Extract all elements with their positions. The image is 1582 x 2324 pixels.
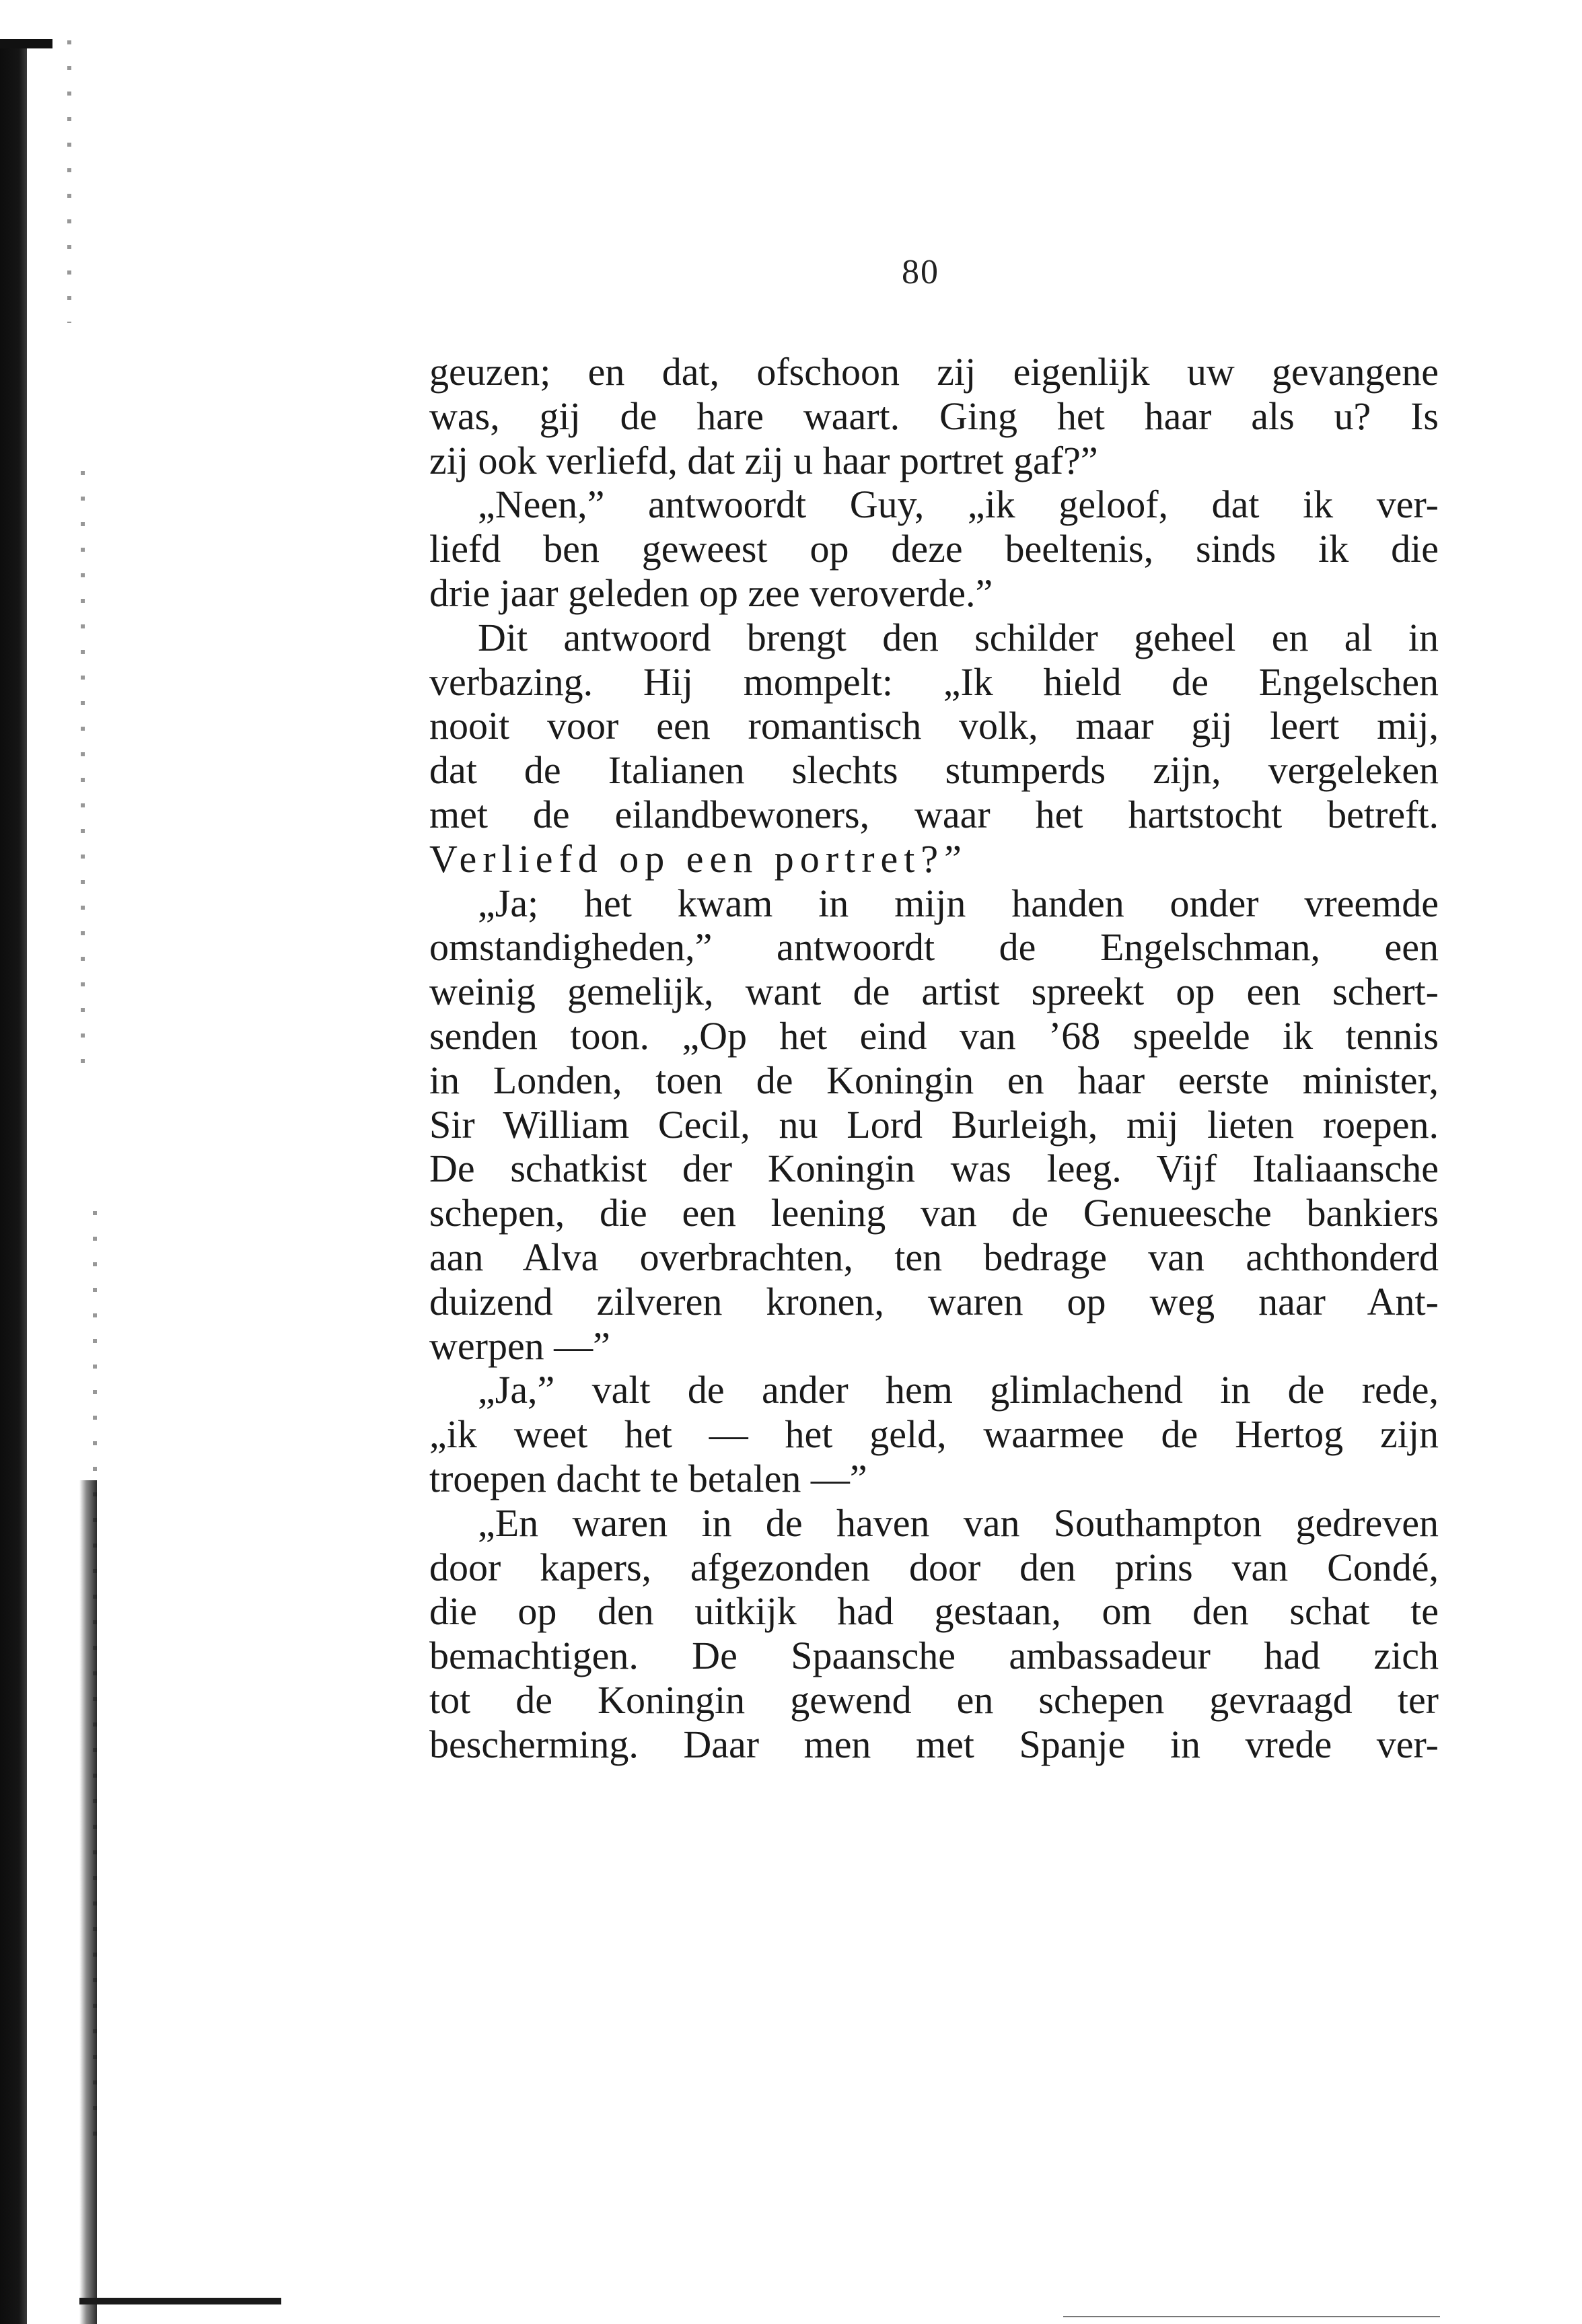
text-line: dat de Italianen slechts stumperds zijn, vergeleken bbox=[429, 748, 1439, 793]
page-number: 80 bbox=[902, 253, 939, 291]
scan-speckle bbox=[67, 40, 71, 323]
text-line: nooit voor een romantisch volk, maar gij leert mij, bbox=[429, 704, 1439, 748]
text-line: Verliefd op een portret?” bbox=[429, 836, 968, 881]
text-line: „Neen,” antwoordt Guy, „ik geloof, dat ik ver- bbox=[478, 482, 1439, 527]
scan-edge-bottom bbox=[79, 2298, 281, 2304]
text-line: „Ja; het kwam in mijn handen onder vreemde bbox=[478, 881, 1439, 925]
text-line: tot de Koningin gewend en schepen gevraagd ter bbox=[429, 1677, 1439, 1722]
text-line: „En waren in de haven van Southampton gedreven bbox=[478, 1500, 1439, 1545]
text-line: omstandigheden,” antwoordt de Engelschman, een bbox=[429, 925, 1439, 970]
text-line: duizend zilveren kronen, waren op weg naar Ant- bbox=[429, 1279, 1439, 1323]
text-line: schepen, die een leening van de Genueesche bankiers bbox=[429, 1191, 1439, 1235]
scan-speckle bbox=[81, 471, 85, 1077]
scan-edge-left bbox=[0, 40, 27, 2324]
text-line: geuzen; en dat, ofschoon zij eigenlijk uw gevangene bbox=[429, 350, 1439, 394]
text-line: bescherming. Daar men met Spanje in vrede ver- bbox=[429, 1722, 1439, 1766]
text-line: troepen dacht te betalen —” bbox=[429, 1456, 867, 1500]
text-line: liefd ben geweest op deze beeltenis, sinds ik die bbox=[429, 527, 1439, 571]
text-line: door kapers, afgezonden door den prins van Condé, bbox=[429, 1545, 1439, 1589]
body-text bbox=[429, 350, 1439, 1767]
text-line: Sir William Cecil, nu Lord Burleigh, mij lieten roepen. bbox=[429, 1102, 1439, 1147]
text-line: „Ja,” valt de ander hem glimlachend in de rede, bbox=[478, 1368, 1439, 1412]
text-line: „ik weet het — het geld, waarmee de Hertog zijn bbox=[429, 1412, 1439, 1457]
text-line: met de eilandbewoners, waar het hartstocht betreft. bbox=[429, 792, 1439, 836]
text-line: verbazing. Hij mompelt: „Ik hield de Engelschen bbox=[429, 659, 1439, 704]
text-line: bemachtigen. De Spaansche ambassadeur had zich bbox=[429, 1634, 1439, 1678]
text-line: senden toon. „Op het eind van ’68 speelde ik tennis bbox=[429, 1013, 1439, 1058]
text-line: weinig gemelijk, want de artist spreekt op een schert- bbox=[429, 970, 1439, 1014]
text-line: aan Alva overbrachten, ten bedrage van achthonderd bbox=[429, 1235, 1439, 1279]
text-line: in Londen, toen de Koningin en haar eerste minister, bbox=[429, 1058, 1439, 1102]
text-line: zij ook verliefd, dat zij u haar portret gaf?” bbox=[429, 438, 1098, 482]
text-line: was, gij de hare waart. Ging het haar als u? Is bbox=[429, 394, 1439, 438]
text-line: die op den uitkijk had gestaan, om den schat te bbox=[429, 1589, 1439, 1634]
text-line: drie jaar geleden op zee veroverde.” bbox=[429, 571, 993, 615]
text-line: De schatkist der Koningin was leeg. Vijf Italiaansche bbox=[429, 1147, 1439, 1191]
text-line: werpen —” bbox=[429, 1323, 610, 1368]
text-line: Dit antwoord brengt den schilder geheel en al in bbox=[478, 615, 1439, 659]
scan-bottom-rule bbox=[1063, 2316, 1440, 2317]
scan-edge-top bbox=[0, 39, 52, 48]
scan-binding-shadow bbox=[79, 1480, 97, 2324]
